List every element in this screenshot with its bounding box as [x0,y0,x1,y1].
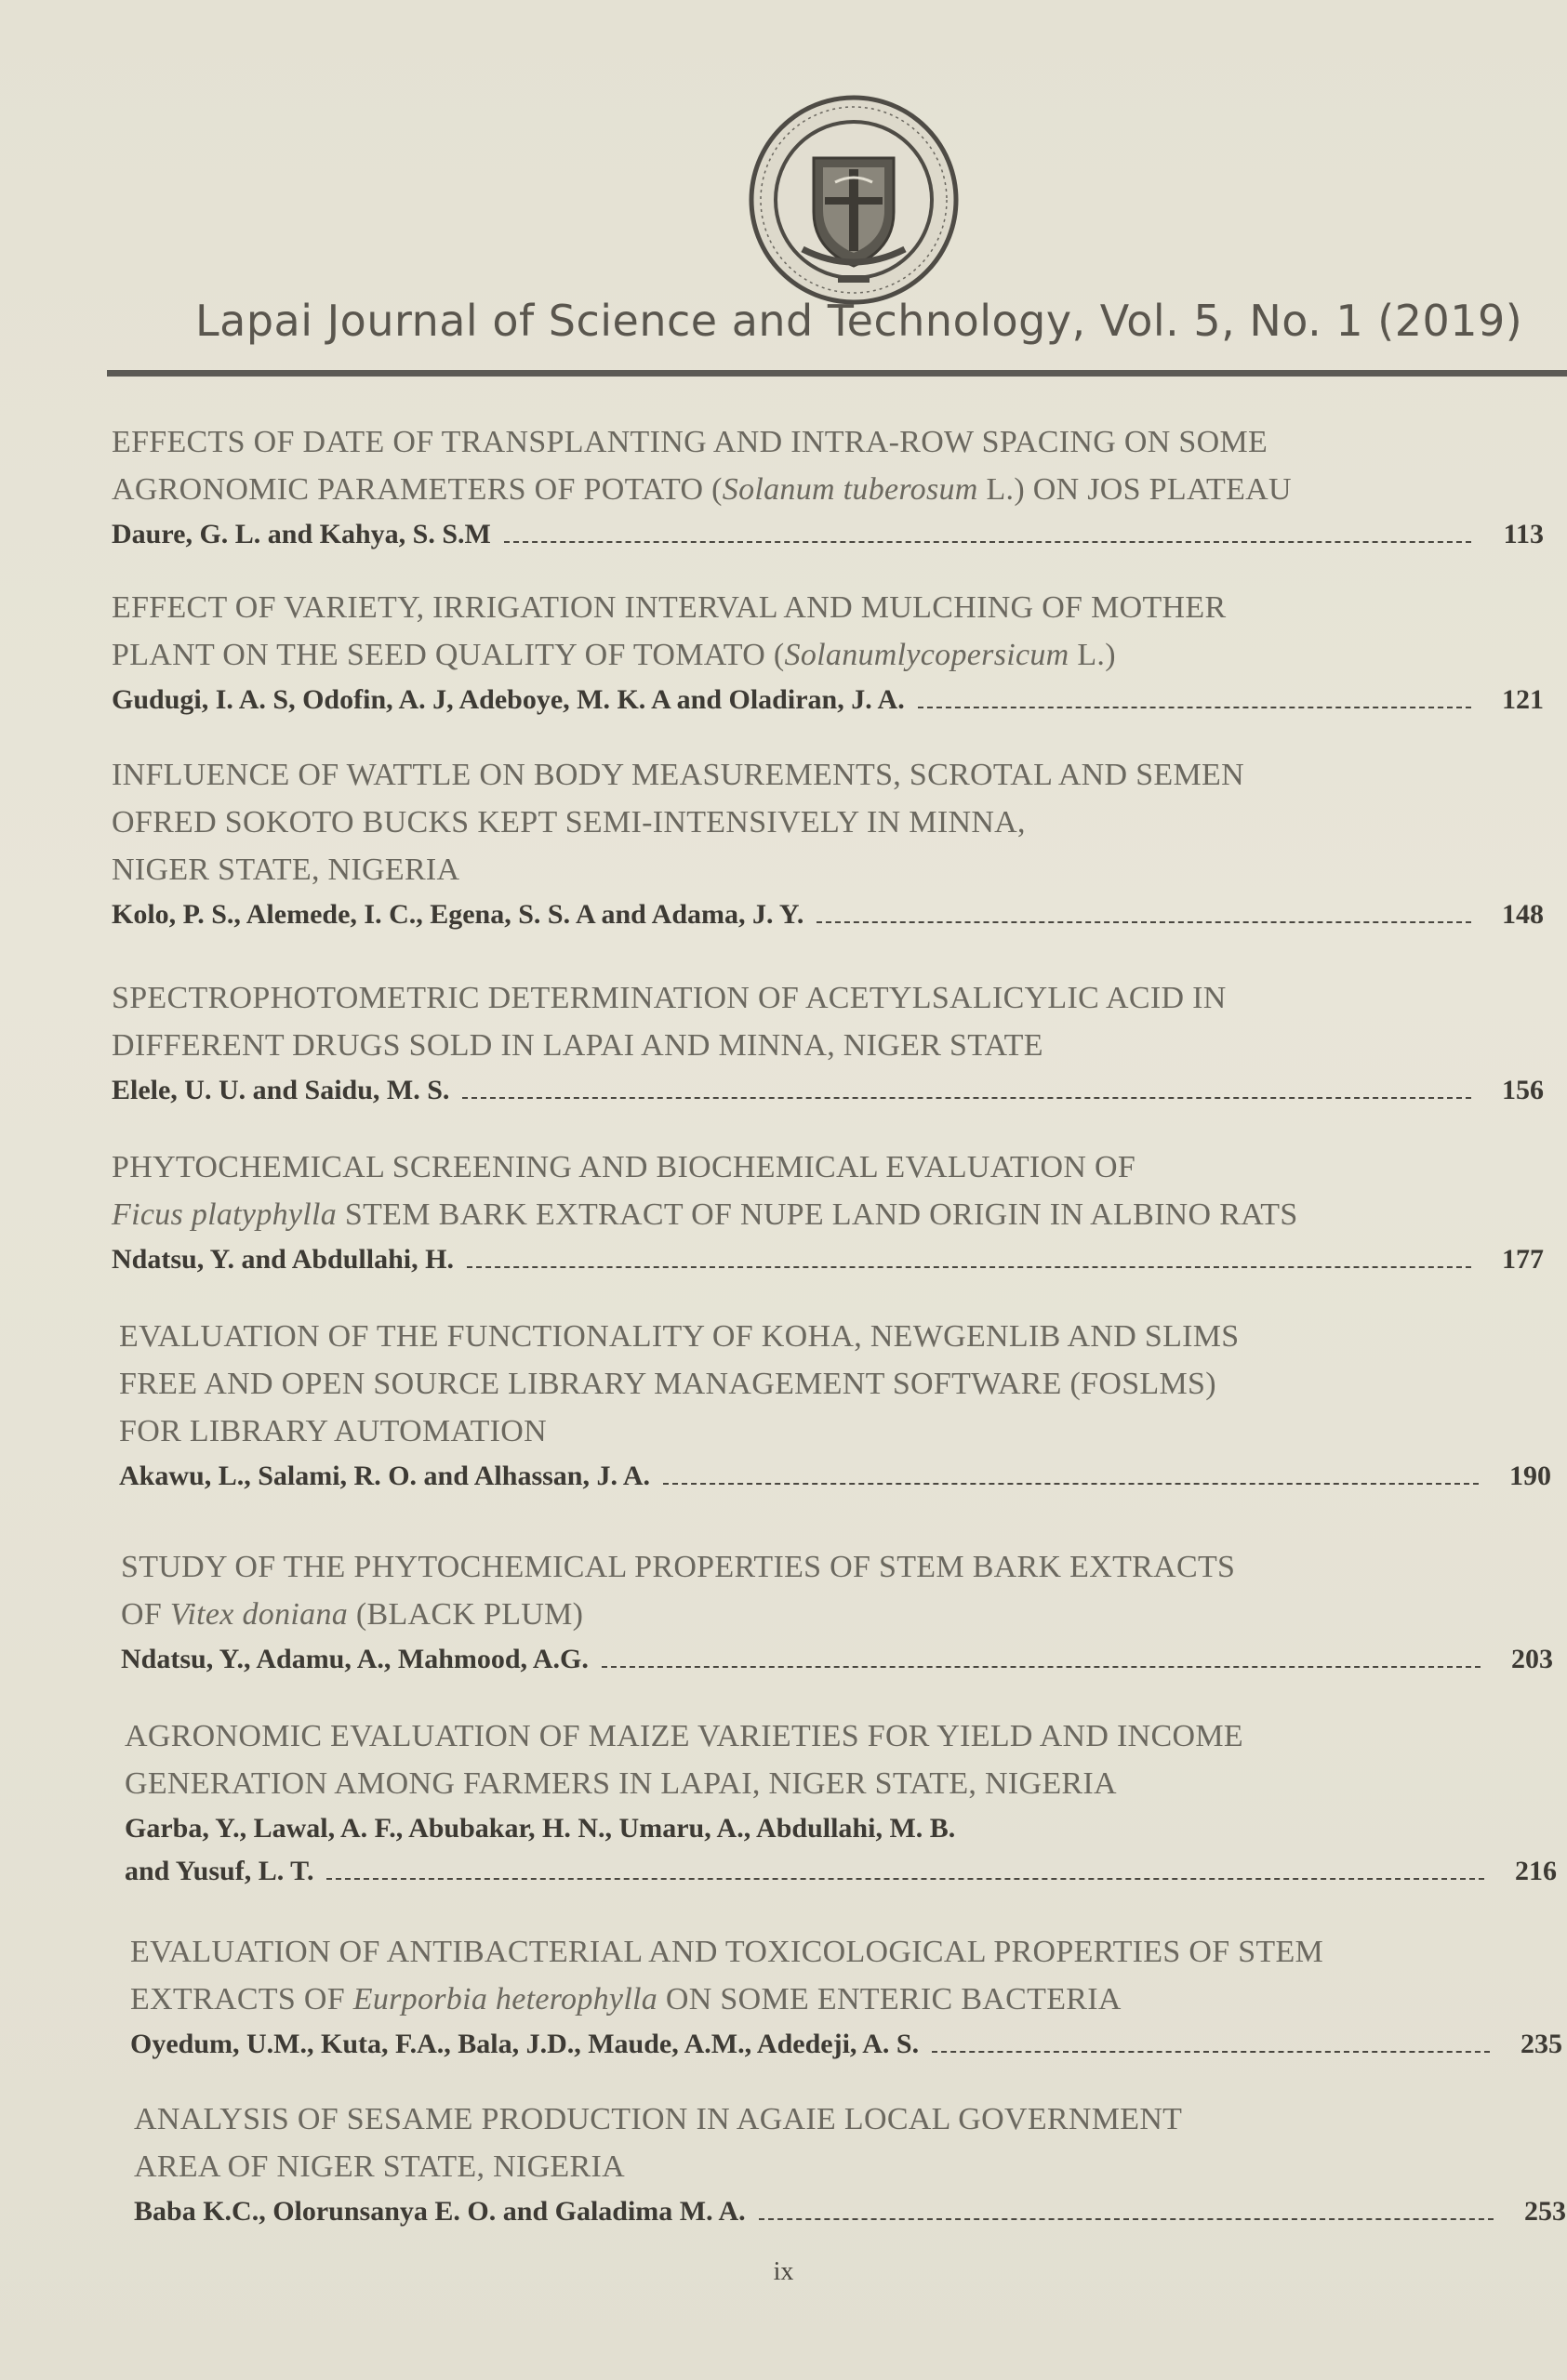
toc-entry-page-number: 156 [1502,1075,1544,1105]
toc-entry-authors [121,1638,1553,1681]
header-divider [107,370,1567,377]
authors-text: Akawu, L., Salami, R. O. and Alhassan, J. A. [119,1461,650,1491]
toc-entry-title [130,1928,1562,1976]
title-text: NIGER STATE, NIGERIA [112,853,460,887]
title-text: AGRONOMIC EVALUATION OF MAIZE VARIETIES FOR YIELD AND INCOME [125,1719,1243,1753]
page-number: ix [773,2257,794,2286]
title-text: EVALUATION OF ANTIBACTERIAL AND TOXICOLOGICAL PROPERTIES OF STEM [130,1935,1324,1969]
toc-entry [125,1712,1557,1893]
title-text: OF [121,1597,170,1632]
toc-entry-page-number: 113 [1503,519,1544,549]
title-text: AGRONOMIC PARAMETERS OF POTATO ( [112,472,723,507]
dotted-leader [759,2218,1494,2220]
toc-entry-title [112,631,1544,679]
toc-entry-authors [112,893,1544,936]
toc-entry-authors [125,1850,1557,1893]
title-text: OFRED SOKOTO BUCKS KEPT SEMI-INTENSIVELY IN MINNA, [112,805,1026,840]
toc-entry-title [112,974,1544,1022]
journal-title: Lapai Journal of Science and Technology, Vol. 5, No. 1 (2019) [195,296,1523,346]
authors-text: Garba, Y., Lawal, A. F., Abubakar, H. N., Umaru, A., Abdullahi, M. B. [125,1813,956,1844]
toc-entry-authors [125,1807,1557,1850]
toc-entry-title [112,846,1544,893]
title-text: AREA OF NIGER STATE, NIGERIA [134,2149,625,2184]
toc-entry-authors [134,2190,1566,2233]
toc-entry-authors [112,1069,1544,1112]
toc-entry-title [112,584,1544,631]
toc-entry [112,974,1544,1112]
authors-text: Kolo, P. S., Alemede, I. C., Egena, S. S. A and Adama, J. Y. [112,899,804,930]
title-text: EFFECTS OF DATE OF TRANSPLANTING AND INTRA-ROW SPACING ON SOME [112,425,1268,459]
toc-entry-page-number: 235 [1521,2029,1562,2059]
dotted-leader [817,921,1471,923]
authors-text: Oyedum, U.M., Kuta, F.A., Bala, J.D., Maude, A.M., Adedeji, A. S. [130,2029,920,2059]
dotted-leader [932,2051,1490,2053]
toc-entry-title [134,2096,1566,2143]
toc-entry [112,584,1544,721]
toc-entry-title [125,1760,1557,1807]
title-text: SPECTROPHOTOMETRIC DETERMINATION OF ACETYLSALICYLIC ACID IN [112,981,1227,1015]
toc-entry [130,1928,1562,2066]
title-text: EVALUATION OF THE FUNCTIONALITY OF KOHA, NEWGENLIB AND SLIMS [119,1319,1240,1354]
toc-entry-title [119,1408,1551,1455]
authors-text: Elele, U. U. and Saidu, M. S. [112,1075,450,1105]
title-text: ON SOME ENTERIC BACTERIA [657,1982,1122,2016]
toc-entry-authors [112,1238,1544,1281]
toc-entry-title [112,418,1544,466]
toc-entry-title [112,1191,1544,1238]
title-text: L.) [1069,638,1116,672]
species-name: Solanum tuberosum [722,472,978,507]
toc-entry-title [112,466,1544,513]
title-text: STUDY OF THE PHYTOCHEMICAL PROPERTIES OF STEM BARK EXTRACTS [121,1550,1236,1584]
toc-entry [112,418,1544,556]
toc-entry [134,2096,1566,2233]
dotted-leader [918,707,1471,708]
toc-entry-authors [119,1455,1551,1498]
toc-entry-page-number: 203 [1511,1644,1553,1674]
toc-entry-title [112,1022,1544,1069]
title-text: STEM BARK EXTRACT OF NUPE LAND ORIGIN IN ALBINO RATS [337,1197,1298,1232]
toc-entry-authors [112,679,1544,721]
species-name: Solanumlycopersicum [784,638,1069,672]
toc-entry-title [112,751,1544,799]
dotted-leader [462,1097,1471,1099]
toc-entry-authors [130,2023,1562,2066]
dotted-leader [467,1266,1471,1268]
toc-entry-title [112,1144,1544,1191]
toc-entry-page-number: 148 [1502,899,1544,930]
title-text: EFFECT OF VARIETY, IRRIGATION INTERVAL AND MULCHING OF MOTHER [112,590,1227,625]
university-seal-logo [747,93,961,307]
species-name: Vitex doniana [169,1597,349,1632]
toc-entry-title [121,1543,1553,1591]
species-name: Ficus platyphylla [112,1197,338,1232]
toc-entry [112,751,1544,936]
toc-entry-page-number: 121 [1502,684,1544,715]
authors-text: Gudugi, I. A. S, Odofin, A. J, Adeboye, M. K. A and Oladiran, J. A. [112,684,905,715]
toc-entry-page-number: 190 [1509,1461,1551,1491]
toc-entry-page-number: 253 [1524,2196,1566,2227]
authors-text: Daure, G. L. and Kahya, S. S.M [112,519,491,549]
toc-entry-title [130,1976,1562,2023]
toc-entry-page-number: 177 [1502,1244,1544,1275]
toc-entry [121,1543,1553,1681]
title-text: EXTRACTS OF [130,1982,353,2016]
title-text: DIFFERENT DRUGS SOLD IN LAPAI AND MINNA, NIGER STATE [112,1028,1043,1063]
dotted-leader [326,1878,1484,1880]
title-text: PHYTOCHEMICAL SCREENING AND BIOCHEMICAL EVALUATION OF [112,1150,1136,1184]
species-name: Eurporbia heterophylla [352,1982,658,2016]
toc-entry-title [119,1360,1551,1408]
title-text: FOR LIBRARY AUTOMATION [119,1414,547,1448]
toc-entry-title [119,1313,1551,1360]
toc-entry-authors [112,513,1544,556]
title-text: L.) ON JOS PLATEAU [977,472,1292,507]
title-text: (BLACK PLUM) [348,1597,584,1632]
authors-text: Ndatsu, Y. and Abdullahi, H. [112,1244,454,1275]
title-text: INFLUENCE OF WATTLE ON BODY MEASUREMENTS, SCROTAL AND SEMEN [112,758,1244,792]
title-text: GENERATION AMONG FARMERS IN LAPAI, NIGER STATE, NIGERIA [125,1766,1117,1801]
title-text: FREE AND OPEN SOURCE LIBRARY MANAGEMENT SOFTWARE (FOSLMS) [119,1367,1216,1401]
dotted-leader [663,1483,1479,1485]
toc-entry [119,1313,1551,1498]
authors-text: and Yusuf, L. T. [125,1856,314,1886]
title-text: PLANT ON THE SEED QUALITY OF TOMATO ( [112,638,785,672]
dotted-leader [504,541,1471,543]
authors-text: Ndatsu, Y., Adamu, A., Mahmood, A.G. [121,1644,589,1674]
toc-entry-title [121,1591,1553,1638]
toc-entry [112,1144,1544,1281]
dotted-leader [602,1666,1481,1668]
toc-entry-title [125,1712,1557,1760]
toc-entry-page-number: 216 [1515,1856,1557,1886]
title-text: ANALYSIS OF SESAME PRODUCTION IN AGAIE LOCAL GOVERNMENT [134,2102,1183,2136]
authors-text: Baba K.C., Olorunsanya E. O. and Galadima M. A. [134,2196,746,2227]
toc-entry-title [112,799,1544,846]
toc-entry-title [134,2143,1566,2190]
